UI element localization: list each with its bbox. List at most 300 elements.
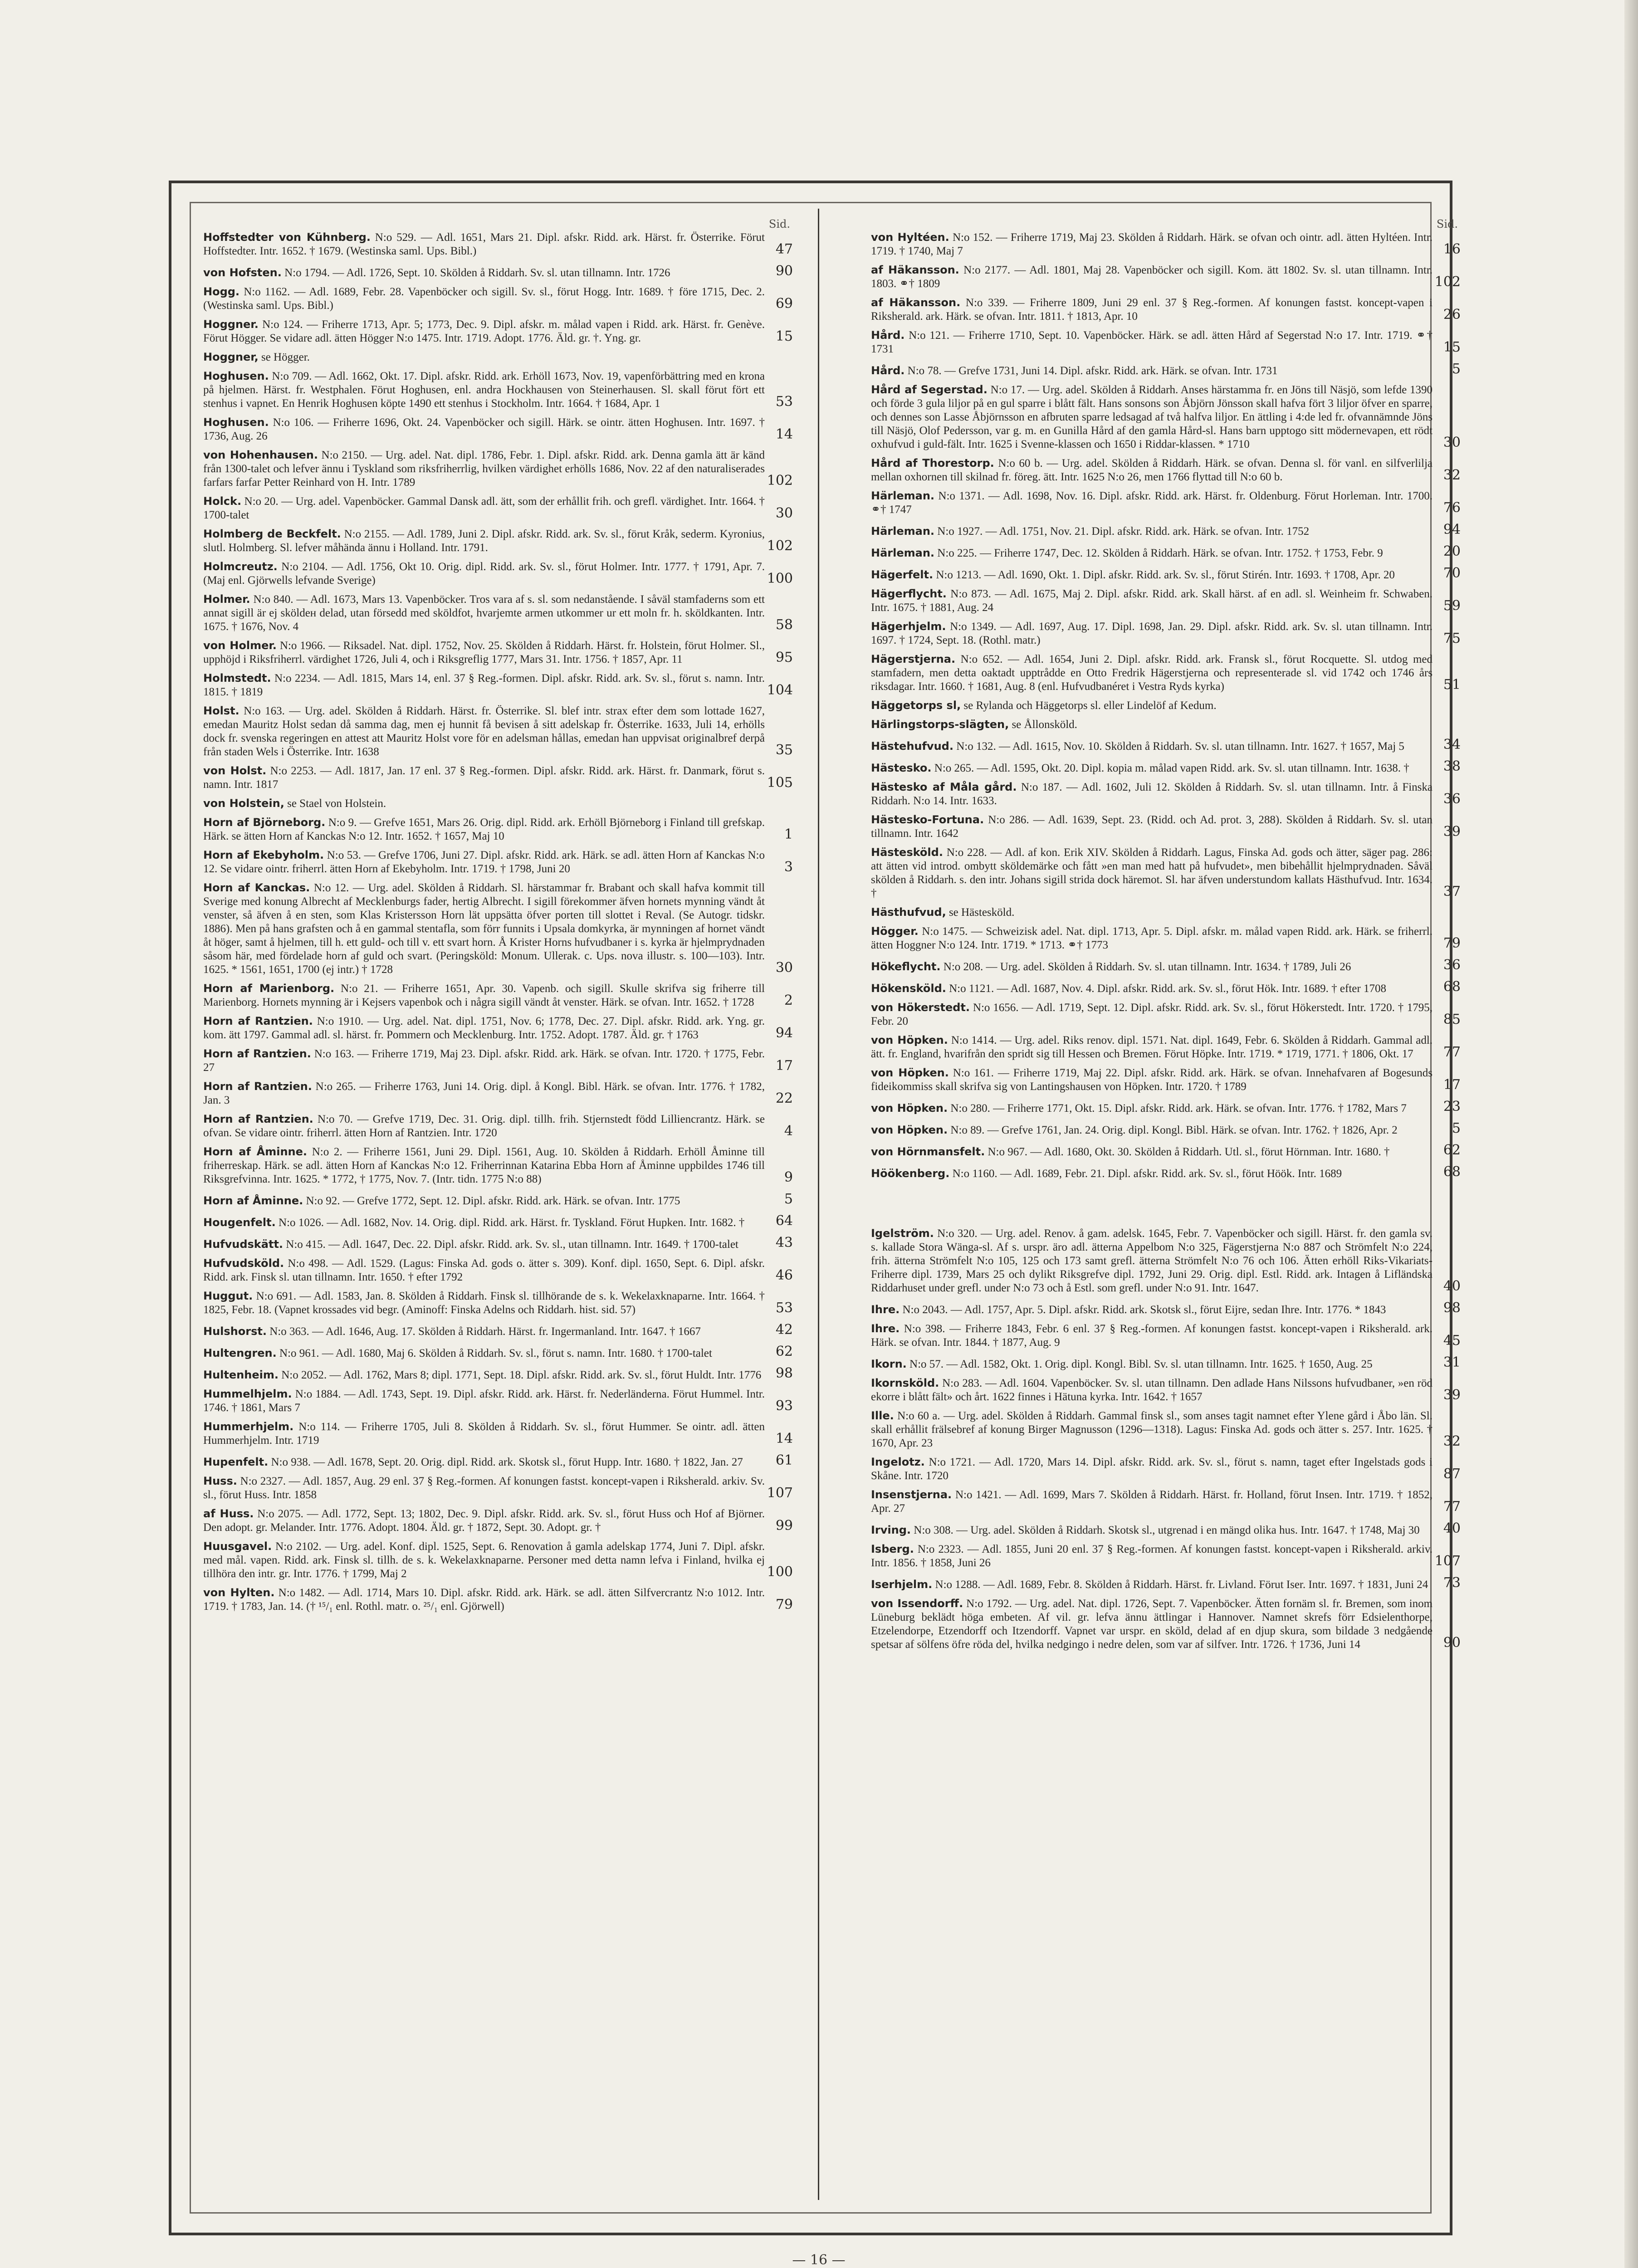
entry-family-name: Härleman. bbox=[871, 525, 935, 538]
entry-page-ref: 98 bbox=[775, 1365, 793, 1381]
entry-body bbox=[203, 560, 765, 587]
entry-body bbox=[203, 230, 765, 258]
entry-family-name: Horn af Rantzien. bbox=[203, 1080, 312, 1093]
register-entry bbox=[871, 1120, 1461, 1137]
entry-page-ref: 43 bbox=[775, 1235, 793, 1251]
entry-page-ref: 51 bbox=[1443, 677, 1461, 693]
entry-page-ref: 100 bbox=[767, 1564, 793, 1580]
entry-text: N:o 121. — Friherre 1710, Sept. 10. Vapenböcker. Härk. se adl. ätten Hård af Segerstad N:o 17. Intr. 1719. ⚭† 1731 bbox=[871, 329, 1433, 355]
entry-text: N:o 709. — Adl. 1662, Okt. 17. Dipl. afskr. Ridd. ark. Erhöll 1673, Nov. 19, vapenförbättring med en krona på hjelmen. Härst. fr. Westphalen. Förut Hoghusen, enl. andra Hockhausen von Steinerhausen. Sl. skall förut fört ett stenhus i vapnet. En Henrik Hoghusen köpte 1490 ett stenhus i Stockholm. Intr. 1664. † 1684, Apr. 1 bbox=[203, 370, 765, 410]
register-entry bbox=[871, 957, 1461, 974]
register-entry bbox=[871, 296, 1461, 323]
entry-family-name: Hoggner. bbox=[203, 318, 259, 331]
entry-text: N:o 163. — Urg. adel. Sköldеn å Riddarh. Härst. fr. Österrike. Sl. blef intr. strax efter dem som lottade 1627, emedan Mauritz Holst sedan då samma dag, men ej hunnit få bevisen å sitt adelskap fr. Österrike. 1633, Juli 14, erhölls dock fr. svenska regeringen en attest att Mauritz Holst vore för en adelsman hållas, emedan han uppvisat originalbref derpå från staden Wels i Österrike. Intr. 1638 bbox=[203, 705, 765, 758]
entry-text: N:o 114. — Friherre 1705, Juli 8. Sköldеn å Riddarh. Sv. sl., förut Hummer. Se ointr. adl. ätten Hummerhjelm. Intr. 1719 bbox=[203, 1421, 765, 1447]
entry-body bbox=[203, 1080, 765, 1107]
entry-text: N:o 652. — Adl. 1654, Juni 2. Dipl. afskr. Ridd. ark. Fransk sl., förut Rocquette. Sl. utdog med stamfadern, men detta oaktadt upptrådde en Otto Fredrik Hägerstjerna och representerade sl. vid 1742 och 1746 års riksdagar. Intr. 1660. † 1681, Aug. 8 (enl. Hufvudbanéret i Vestra Ryds kyrka) bbox=[871, 653, 1433, 693]
entry-page-ref: 94 bbox=[1443, 522, 1461, 538]
entry-family-name: Ingelotz. bbox=[871, 1456, 925, 1468]
entry-page-ref: 1 bbox=[784, 826, 793, 842]
register-entry bbox=[203, 1235, 793, 1251]
register-entry bbox=[203, 560, 793, 587]
register-entry bbox=[203, 1047, 793, 1075]
entry-body bbox=[203, 1289, 765, 1317]
register-entry bbox=[203, 230, 793, 258]
entry-family-name: Hård af Thorestorp. bbox=[871, 457, 994, 469]
entry-page-ref: 40 bbox=[1443, 1278, 1461, 1294]
entry-text: N:o 21. — Friherre 1651, Apr. 30. Vapenb. och sigill. Skulle skrifva sig friherre till Marienborg. Hornets mynning är i Kejsers vapenbok och i några sigill vändt åt venster. Härk. se ofvan. Intr. 1652. † 1728 bbox=[203, 982, 765, 1008]
entry-body bbox=[871, 1542, 1433, 1570]
entry-page-ref: 32 bbox=[1443, 467, 1461, 483]
entry-body bbox=[203, 671, 765, 699]
entry-text: N:o 265. — Friherre 1763, Juni 14. Orig. dipl. å Kongl. Bibl. Härk. se ofvan. Intr. 1776. † 1782, Jan. 3 bbox=[203, 1080, 765, 1106]
register-entry bbox=[871, 1001, 1461, 1028]
entry-text: N:o 1371. — Adl. 1698, Nov. 16. Dipl. afskr. Ridd. ark. Härst. fr. Oldenburg. Förut Horleman. Intr. 1700. ⚭† 1747 bbox=[871, 490, 1433, 516]
register-entry bbox=[203, 1112, 793, 1140]
entry-body bbox=[871, 620, 1433, 647]
entry-text: N:o 363. — Adl. 1646, Aug. 17. Sköldеn å Riddarh. Härst. fr. Ingermanland. Intr. 1647. † 1667 bbox=[269, 1325, 701, 1338]
register-entry bbox=[871, 230, 1461, 258]
entry-text: N:o 308. — Urg. adel. Sköldеn å Riddarh. Skotsk sl., utgrenad i en mängd olika hus. Intr. 1647. † 1748, Maj 30 bbox=[914, 1524, 1420, 1536]
entry-body bbox=[871, 1357, 1433, 1371]
entry-body bbox=[203, 764, 765, 792]
register-entry bbox=[871, 1164, 1461, 1181]
entry-text: N:o 967. — Adl. 1680, Okt. 30. Sköldеn å Riddarh. Utl. sl., förut Hörnman. Intr. 1680. † bbox=[988, 1146, 1390, 1158]
entry-page-ref: 9 bbox=[784, 1169, 793, 1185]
entry-family-name: Hulshorst. bbox=[203, 1325, 267, 1338]
register-entry bbox=[871, 718, 1461, 732]
register-entry bbox=[203, 1213, 793, 1230]
entry-page-ref: 75 bbox=[1443, 631, 1461, 646]
entry-family-name: von Höpken. bbox=[871, 1102, 948, 1114]
entry-text: N:o 1794. — Adl. 1726, Sept. 10. Sköldеn å Riddarh. Sv. sl. utan tillnamn. Intr. 1726 bbox=[284, 267, 670, 279]
register-entry bbox=[203, 1014, 793, 1042]
entry-page-ref: 39 bbox=[1443, 824, 1461, 840]
entry-text: N:o 187. — Adl. 1602, Juli 12. Sköldеn å Riddarh. Sv. sl. utan tillnamn. Intr. å Finska Riddarh. N:o 14. Intr. 1633. bbox=[871, 781, 1433, 807]
page-edge-shadow bbox=[1624, 0, 1638, 2268]
register-entry bbox=[871, 620, 1461, 647]
entry-page-ref: 98 bbox=[1443, 1300, 1461, 1316]
entry-text: N:o 1213. — Adl. 1690, Okt. 1. Dipl. afskr. Ridd. ark. Sv. sl., förut Stirén. Intr. 1693. † 1708, Apr. 20 bbox=[936, 569, 1395, 581]
entry-page-ref: 90 bbox=[1443, 1635, 1461, 1651]
entry-body bbox=[203, 1346, 765, 1360]
entry-body bbox=[203, 1507, 765, 1535]
entry-page-ref: 102 bbox=[767, 538, 793, 554]
entry-body bbox=[871, 846, 1433, 900]
entry-text: N:o 20. — Urg. adel. Vapenböcker. Gammal Dansk adl. ätt, som der erhållit frih. och grefl. värdighet. Intr. 1664. † 1700-talet bbox=[203, 495, 765, 521]
entry-text: N:o 1656. — Adl. 1719, Sept. 12. Dipl. afskr. Ridd. ark. Sv. sl., förut Hökerstedt. Intr. 1720. † 1795, Febr. 20 bbox=[871, 1002, 1433, 1027]
register-entry bbox=[871, 758, 1461, 775]
register-entry bbox=[871, 383, 1461, 451]
entry-text: N:o 840. — Adl. 1673, Mars 13. Vapenböcker. Tros vara af s. sl. som nedanstående. I såväl stamfaderns som ett annat sigill är ej sköldeн delad, utan försedd med sköldfot, hvarjemte armen utkommer ur ett moln fr. h. sköldkanten. Intr. 1675. † 1676, Nov. 4 bbox=[203, 593, 765, 633]
entry-text: N:o 225. — Friherre 1747, Dec. 12. Sköldеn å Riddarh. Härk. se ofvan. Intr. 1752. † 1753, Febr. 9 bbox=[937, 547, 1383, 559]
entry-text: N:o 1482. — Adl. 1714, Mars 10. Dipl. afskr. Ridd. ark. Härk. se adl. ätten Silfvercrantz N:o 1012. Intr. 1719. † 1783, Jan. 14. († ¹⁵/₁ enl. Rothl. matr. o. ²⁵/₁ enl. Gjörwell) bbox=[203, 1587, 765, 1613]
entry-page-ref: 58 bbox=[775, 617, 793, 633]
entry-family-name: Irving. bbox=[871, 1524, 911, 1536]
entry-family-name: Hägerstjerna. bbox=[871, 653, 956, 665]
entry-family-name: Hufvudsköld. bbox=[203, 1257, 284, 1270]
entry-page-ref: 30 bbox=[775, 960, 793, 976]
entry-page-ref: 104 bbox=[767, 682, 793, 698]
entry-text: se Stael von Holstein. bbox=[287, 797, 386, 810]
entry-family-name: Hupenfelt. bbox=[203, 1456, 269, 1468]
register-entry bbox=[203, 848, 793, 876]
entry-body bbox=[203, 848, 765, 876]
entry-page-ref bbox=[1433, 731, 1461, 732]
entry-text: N:o 132. — Adl. 1615, Nov. 10. Sköldеn å Riddarh. Sv. sl. utan tillnamn. Intr. 1627. † 1657, Maj 5 bbox=[956, 740, 1404, 753]
entry-body bbox=[203, 1325, 765, 1339]
entry-page-ref: 73 bbox=[1443, 1575, 1461, 1591]
entry-text: N:o 873. — Adl. 1675, Maj 2. Dipl. afskr. Ridd. ark. Skall härst. af en adl. sl. Weinheim fr. Schwaben. Intr. 1675. † 1881, Aug. 24 bbox=[871, 588, 1433, 614]
register-entry bbox=[203, 704, 793, 759]
entry-family-name: Hoghusen. bbox=[203, 416, 269, 429]
entry-page-ref: 46 bbox=[775, 1267, 793, 1283]
entry-text: N:o 265. — Adl. 1595, Okt. 20. Dipl. kopia m. målad vapen Ridd. ark. Sv. sl. utan tillnamn. Intr. 1638. † bbox=[934, 762, 1409, 774]
entry-text: N:o 1121. — Adl. 1687, Nov. 4. Dipl. afskr. Ridd. ark. Sv. sl., förut Hök. Intr. 1689. † efter 1708 bbox=[949, 982, 1386, 995]
entry-family-name: Horn af Marienborg. bbox=[203, 982, 335, 995]
entry-family-name: Hökensköld. bbox=[871, 982, 946, 995]
entry-page-ref: 53 bbox=[775, 1300, 793, 1316]
entry-family-name: von Hylten. bbox=[203, 1586, 275, 1599]
entry-text: N:o 320. — Urg. adel. Renov. å gam. adelsk. 1645, Febr. 7. Vapenböcker och sigill. Härst. fr. den gamla sv. s. kallade Stora Wänga-sl. Af s. urspr. äro adl. ätterna Appelbom N:o 325, Fägerstjerna N:o 887 och Strömfelt N:o 224, frih. ätterna Strömfelt N:o 105, 125 och 173 samt grefl. ätterna Strömfelt N:o 76 och 106. Ätten erhöll Riks-Vikariats-Friherre dipl. 1739, Mars 25 och dylikt Riksgrefve dipl. 1792, Juni 29. Orig. dipl. Estl. Ridd. ark. Intagen å Lifländska Riddarhuset under grefl. under N:o 73 och å Estl. som grefl. under N:o 91. Intr. 1647. bbox=[871, 1227, 1433, 1294]
entry-body bbox=[871, 1123, 1433, 1137]
register-entry bbox=[871, 565, 1461, 582]
entry-text: N:o 89. — Grefve 1761, Jan. 24. Orig. dipl. Kongl. Bibl. Härk. se ofvan. Intr. 1762. † 1826, Apr. 2 bbox=[950, 1124, 1398, 1136]
entry-page-ref: 85 bbox=[1443, 1012, 1461, 1027]
entry-family-name: von Holmer. bbox=[203, 639, 277, 652]
entry-body bbox=[871, 1523, 1433, 1537]
entry-family-name: von Hökerstedt. bbox=[871, 1001, 970, 1014]
entry-body bbox=[871, 1167, 1433, 1181]
entry-page-ref: 42 bbox=[775, 1322, 793, 1338]
entry-page-ref: 17 bbox=[1443, 1077, 1461, 1093]
entry-body bbox=[871, 718, 1433, 732]
entry-body bbox=[203, 639, 765, 666]
entry-family-name: Hägerhjelm. bbox=[871, 620, 946, 633]
entry-body bbox=[871, 1488, 1433, 1515]
entry-family-name: Horn af Rantzien. bbox=[203, 1015, 313, 1027]
left-column-header: Sid. bbox=[768, 218, 790, 230]
entry-text: N:o 70. — Grefve 1719, Dec. 31. Orig. dipl. tillh. frih. Stjernstedt född Lilliencrantz. Härk. se ofvan. Se vidare ointr. friherrl. ätten Horn af Rantzien. Intr. 1720 bbox=[203, 1113, 765, 1139]
left-column bbox=[203, 218, 793, 1618]
register-entry bbox=[871, 1455, 1461, 1483]
right-column bbox=[871, 218, 1461, 1657]
entry-family-name: Ille. bbox=[871, 1409, 894, 1422]
entry-family-name: Hoffstedter von Kühnberg. bbox=[203, 231, 371, 244]
entry-body bbox=[203, 592, 765, 634]
entry-text: N:o 1927. — Adl. 1751, Nov. 21. Dipl. afskr. Ridd. ark. Härk. se ofvan. Intr. 1752 bbox=[937, 525, 1310, 538]
entry-body bbox=[203, 816, 765, 843]
entry-family-name: von Holst. bbox=[203, 764, 267, 777]
register-entry bbox=[871, 1099, 1461, 1115]
entry-text: N:o 398. — Friherre 1843, Febr. 6 enl. 37 § Reg.-formen. Af konungen fastst. koncept-vapen i Riksherald. ark. Härk. se ofvan. Intr. 1844. † 1877, Aug. 9 bbox=[871, 1323, 1433, 1349]
entry-page-ref: 36 bbox=[1443, 957, 1461, 973]
entry-text: N:o 2323. — Adl. 1855, Juni 20 enl. 37 § Reg.-formen. Af konungen fastst. koncept-vapen i Riksherald. arkiv. Intr. 1856. † 1858, Juni 26 bbox=[871, 1543, 1433, 1569]
entry-page-ref: 62 bbox=[1443, 1142, 1461, 1158]
entry-family-name: Hästesköld. bbox=[871, 846, 943, 859]
entry-text: N:o 2234. — Adl. 1815, Mars 14, enl. 37 § Reg.-formen. Dipl. afskr. Ridd. ark. Sv. sl., förut s. namn. Intr. 1815. † 1819 bbox=[203, 672, 765, 698]
register-entry bbox=[871, 699, 1461, 713]
entry-page-ref: 15 bbox=[1443, 339, 1461, 355]
entry-text: N:o 2327. — Adl. 1857, Aug. 29 enl. 37 § Reg.-formen. Af konungen fastst. koncept-vapen i Riksherald. arkiv. Sv. sl., förut Huss. Intr. 1858 bbox=[203, 1475, 765, 1501]
entry-body bbox=[871, 761, 1433, 775]
entry-family-name: Ikorn. bbox=[871, 1358, 907, 1370]
entry-body bbox=[871, 263, 1433, 291]
entry-text: se Ållonsköld. bbox=[1012, 719, 1077, 731]
register-entry bbox=[871, 1597, 1461, 1652]
register-entry bbox=[871, 652, 1461, 694]
register-entry bbox=[203, 369, 793, 411]
entry-family-name: von Höpken. bbox=[871, 1034, 948, 1046]
register-entry bbox=[871, 1520, 1461, 1537]
entry-page-ref: 34 bbox=[1443, 737, 1461, 753]
entry-body bbox=[203, 1047, 765, 1075]
section-gap bbox=[871, 1186, 1461, 1227]
entry-family-name: Hästehufvud. bbox=[871, 740, 953, 753]
register-entry bbox=[871, 543, 1461, 560]
entry-family-name: Igelström. bbox=[871, 1227, 934, 1240]
register-entry bbox=[871, 1575, 1461, 1592]
entry-text: N:o 529. — Adl. 1651, Mars 21. Dipl. afskr. Ridd. ark. Härst. fr. Österrike. Förut Hoffstedter. Intr. 1652. † 1679. (Westinska saml. Ups. Bibl.) bbox=[203, 231, 765, 257]
entry-text: N:o 60 b. — Urg. adel. Sköldеn å Riddarh. Härk. se ofvan. Denna sl. för vanl. en silfverlilja mellan oxhornen till skilnad fr. föreg. ätt. Intr. 1625 N:o 26, men 1766 flyttad till N:o 60 b. bbox=[871, 457, 1433, 483]
entry-body bbox=[871, 1303, 1433, 1317]
entry-family-name: Hård. bbox=[871, 329, 905, 342]
register-entry bbox=[203, 592, 793, 634]
register-entry bbox=[203, 881, 793, 977]
entry-family-name: Horn af Rantzien. bbox=[203, 1047, 311, 1060]
register-entry bbox=[871, 1300, 1461, 1317]
entry-body bbox=[871, 546, 1433, 560]
entry-family-name: Hultengren. bbox=[203, 1347, 277, 1359]
entry-page-ref: 102 bbox=[1434, 274, 1461, 290]
entry-family-name: Hogg. bbox=[203, 285, 240, 298]
register-entry bbox=[203, 263, 793, 280]
register-entry bbox=[203, 1080, 793, 1107]
entry-body bbox=[203, 527, 765, 555]
entry-family-name: von Hörnmansfelt. bbox=[871, 1145, 985, 1158]
entry-page-ref: 4 bbox=[784, 1123, 793, 1139]
entry-body bbox=[203, 285, 765, 313]
entry-page-ref: 31 bbox=[1443, 1354, 1461, 1370]
entry-body bbox=[203, 1586, 765, 1613]
entry-body bbox=[203, 494, 765, 522]
entry-family-name: Horn af Ekebyholm. bbox=[203, 849, 324, 861]
register-entry bbox=[871, 1142, 1461, 1159]
entry-family-name: Hägerfelt. bbox=[871, 568, 934, 581]
entry-family-name: af Huss. bbox=[203, 1507, 254, 1520]
entry-family-name: af Häkansson. bbox=[871, 296, 961, 309]
entry-body bbox=[203, 1387, 765, 1415]
right-column-header: Sid. bbox=[1436, 218, 1458, 230]
register-entry bbox=[871, 489, 1461, 517]
entry-family-name: Horn af Åminne. bbox=[203, 1194, 303, 1207]
entry-family-name: Hägerflycht. bbox=[871, 587, 947, 600]
entry-body bbox=[871, 905, 1433, 919]
entry-family-name: von Hohenhausen. bbox=[203, 449, 318, 461]
entry-text: N:o 1966. — Riksadel. Nat. dipl. 1752, Nov. 25. Sköldеn å Riddarh. Härst. fr. Holstein, förut Holmer. Sl., upphöjd i Riksfriherrl. värdighet 1726, Juli 4, och i Riksgreflig 1777, Mars 31. Intr. 1756. † 1857, Apr. 11 bbox=[203, 640, 765, 665]
entry-text: N:o 1421. — Adl. 1699, Mars 7. Sköldеn å Riddarh. Härst. fr. Holland, förut Insen. Intr. 1719. † 1852, Apr. 27 bbox=[871, 1489, 1433, 1515]
entry-family-name: Härleman. bbox=[871, 547, 935, 559]
entry-body bbox=[203, 369, 765, 411]
entry-text: N:o 1162. — Adl. 1689, Febr. 28. Vapenböcker och sigill. Sv. sl., förut Hogg. Intr. 1689. † före 1715, Dec. 2. (Westinska saml. Ups. Bibl.) bbox=[203, 286, 765, 312]
entry-family-name: Horn af Kanckas. bbox=[203, 881, 310, 894]
register-entry bbox=[871, 737, 1461, 753]
entry-page-ref bbox=[765, 363, 793, 364]
entry-page-ref bbox=[1433, 712, 1461, 713]
entry-text: N:o 2075. — Adl. 1772, Sept. 13; 1802, Dec. 9. Dipl. afskr. Ridd. ark. Sv. sl., förut Huss och Hof af Björner. Den adopt. gr. Melander. Intr. 1776. Adopt. 1804. Äld. gr. † 1872, Sept. 30. Adopt. gr. † bbox=[203, 1508, 765, 1534]
entry-body bbox=[871, 813, 1433, 841]
entry-family-name: Hoggner, bbox=[203, 351, 259, 363]
register-entry bbox=[203, 764, 793, 792]
entry-body bbox=[203, 1256, 765, 1284]
entry-text: N:o 415. — Adl. 1647, Dec. 22. Dipl. afskr. Ridd. ark. Sv. sl., utan tillnamn. Intr. 1649. † 1700-talet bbox=[286, 1238, 738, 1251]
register-entry bbox=[871, 813, 1461, 841]
entry-body bbox=[871, 1066, 1433, 1094]
entry-body bbox=[871, 383, 1433, 451]
register-entry bbox=[203, 1420, 793, 1447]
entry-page-ref: 14 bbox=[775, 426, 793, 442]
entry-text: N:o 1160. — Adl. 1689, Febr. 21. Dipl. afskr. Ridd. ark. Sv. sl., förut Höök. Intr. 1689 bbox=[952, 1168, 1342, 1180]
entry-page-ref: 79 bbox=[1443, 935, 1461, 951]
entry-text: N:o 9. — Grefve 1651, Mars 26. Orig. dipl. Ridd. ark. Erhöll Björneborg i Finland till grefskap. Härk. se ätten Horn af Kanckas N:o 12. Intr. 1652. † 1657, Maj 10 bbox=[203, 816, 765, 842]
entry-body bbox=[871, 739, 1433, 753]
register-entry bbox=[203, 1145, 793, 1186]
entry-text: N:o 2104. — Adl. 1756, Okt 10. Orig. dipl. Ridd. ark. Sv. sl., förut Holmer. Intr. 1777. † 1791, Apr. 7. (Maj enl. Gjörwells lefvande Sverige) bbox=[203, 561, 765, 587]
register-entry bbox=[871, 905, 1461, 919]
entry-family-name: Holck. bbox=[203, 495, 242, 508]
entry-family-name: Hästesko af Måla gård. bbox=[871, 781, 1017, 793]
entry-family-name: Horn af Björneborg. bbox=[203, 816, 326, 829]
entry-body bbox=[871, 1145, 1433, 1159]
entry-body bbox=[203, 1368, 765, 1382]
entry-body bbox=[203, 448, 765, 489]
entry-text: N:o 2177. — Adl. 1801, Maj 28. Vapenböcker och sigill. Kom. ätt 1802. Sv. sl. utan tillnamn. Intr. 1803. ⚭† 1809 bbox=[871, 264, 1433, 290]
register-entry bbox=[203, 816, 793, 843]
entry-family-name: Horn af Rantzien. bbox=[203, 1113, 313, 1125]
entry-family-name: Hästesko. bbox=[871, 762, 932, 774]
entry-page-ref: 23 bbox=[1443, 1099, 1461, 1114]
entry-family-name: Härlingstorps-slägten, bbox=[871, 718, 1009, 731]
entry-text: N:o 2155. — Adl. 1789, Juni 2. Dipl. afskr. Ridd. ark. Sv. sl., förut Kråk, sederm. Kyronius, slutl. Holmberg. Sl. lefver måhända ännu i Holland. Intr. 1791. bbox=[203, 528, 765, 554]
entry-text: N:o 12. — Urg. adel. Sköldеn å Riddarh. Sl. härstammar fr. Brabant och skall hafva kommit till Sverige med konung Albrecht af Mecklenburgs fader, hertig Albrecht. I sigill förekommer äfven hornets mynning vändt åt venster, så äfven å en sten, som Klas Kristersson Horn lät uppsätta öfver porten till slottet i Reval. (Se Autogr. tidskr. 1886). Men på hans grafsten och å en gammal stentafla, som förr funnits i Upsala domkyrka, är mynningen af hornet vändt åt höger, samt å hjelmen, till h. ett guld- och till v. ett svart horn. Å Krister Horns hufvudbaner i s. kyrka är hjelmprydnaden såsom här, med fördelade horn af guld och svart. (Peringsköld: Monum. Ullerak. c. Ups. nova illustr. s. 100—103). Intr. 1625. * 1561, 1651, 1700 (ej intr.) † 1728 bbox=[203, 882, 765, 976]
entry-page-ref: 30 bbox=[1443, 435, 1461, 450]
entry-family-name: Höökenberg. bbox=[871, 1167, 950, 1180]
entry-page-ref: 64 bbox=[775, 1213, 793, 1229]
entry-body bbox=[871, 780, 1433, 808]
entry-text: N:o 60 a. — Urg. adel. Sköldеn å Riddarh. Gammal finsk sl., som anses tagit namnet efter Ylene gård i Åbo län. Sl. skall erhållit frälsebref af konung Birger Magnusson (1296—1318). Lagus: Finska Ad. gods och ätter s. 257. Intr. 1625. † 1670, Apr. 23 bbox=[871, 1410, 1433, 1449]
entry-body bbox=[871, 1455, 1433, 1483]
entry-text: N:o 92. — Grefve 1772, Sept. 12. Dipl. afskr. Ridd. ark. Härk. se ofvan. Intr. 1775 bbox=[306, 1195, 680, 1207]
entry-body bbox=[203, 266, 765, 280]
entry-page-ref: 95 bbox=[775, 650, 793, 665]
entry-text: N:o 2. — Friherre 1561, Juni 29. Dipl. 1561, Aug. 10. Sköldеn å Riddarh. Erhöll Åminne till friherreskap. Härk. se adl. ätten Horn af Kanckas N:o 12. Friherrinnan Katarina Ebba Horn af Åminne uppbildes 1746 till Riksgrefvinna. Intr. 1625. * 1772, † 1775, Nov. 7. (Intr. tidn. 1775 N:o 88) bbox=[203, 1146, 765, 1185]
entry-page-ref: 61 bbox=[775, 1452, 793, 1468]
entry-page-ref: 99 bbox=[775, 1518, 793, 1534]
register-entry bbox=[871, 1033, 1461, 1061]
entry-body bbox=[203, 1237, 765, 1251]
entry-family-name: Hård. bbox=[871, 364, 905, 377]
register-entry bbox=[203, 1191, 793, 1208]
entry-page-ref: 105 bbox=[767, 775, 793, 791]
entry-page-ref: 39 bbox=[1443, 1387, 1461, 1403]
entry-text: N:o 2043. — Adl. 1757, Apr. 5. Dipl. afskr. Ridd. ark. Skotsk sl., förut Eijre, sedan Ihre. Intr. 1776. * 1843 bbox=[902, 1304, 1386, 1316]
entry-body bbox=[871, 456, 1433, 484]
entry-text: N:o 1414. — Urg. adel. Riks renov. dipl. 1571. Nat. dipl. 1649, Febr. 6. Sköldеn å Riddarh. Gammal adl. ätt. fr. England, hvarifrån den spridt sig till Hessen och Bremen. Förut Höpke. Intr. 1719. * 1719, 1771. † 1806, Okt. 17 bbox=[871, 1034, 1433, 1060]
register-entry bbox=[871, 1066, 1461, 1094]
entry-body bbox=[203, 1420, 765, 1447]
entry-page-ref: 53 bbox=[775, 394, 793, 410]
entry-page-ref: 15 bbox=[775, 328, 793, 344]
entry-family-name: af Häkansson. bbox=[871, 264, 959, 276]
register-entry bbox=[203, 285, 793, 313]
register-entry bbox=[203, 350, 793, 364]
entry-family-name: Hufvudskätt. bbox=[203, 1238, 284, 1251]
entry-text: N:o 78. — Grefve 1731, Juni 14. Dipl. afskr. Ridd. ark. Härk. se ofvan. Intr. 1731 bbox=[907, 365, 1278, 377]
entry-family-name: Hultenheim. bbox=[203, 1369, 279, 1381]
entry-family-name: Holst. bbox=[203, 704, 240, 717]
entry-body bbox=[203, 982, 765, 1009]
entry-body bbox=[203, 1216, 765, 1230]
entry-text: N:o 1910. — Urg. adel. Nat. dipl. 1751, Nov. 6; 1778, Dec. 27. Dipl. afskr. Ridd. ark. Yng. gr. kom. ätt 1797. Gammal adl. sl. härst. fr. Pommern och Mecklenburg. Intr. 1752. Adopt. 1787. Äld. gr. † 1763 bbox=[203, 1015, 765, 1041]
entry-text: N:o 1721. — Adl. 1720, Mars 14. Dipl. afskr. Ridd. ark. Sv. sl., förut s. namn, taget efter Ingelstads gods i Skåne. Intr. 1720 bbox=[871, 1456, 1433, 1482]
entry-page-ref: 107 bbox=[767, 1485, 793, 1501]
register-entry bbox=[203, 527, 793, 555]
register-entry bbox=[203, 1322, 793, 1339]
entry-body bbox=[203, 1540, 765, 1581]
register-entry bbox=[871, 1227, 1461, 1295]
entry-page-ref: 5 bbox=[1452, 1120, 1461, 1136]
entry-text: N:o 498. — Adl. 1529. (Lagus: Finska Ad. gods o. ätter s. 309). Konf. dipl. 1650, Sept. 6. Dipl. afskr. Ridd. ark. Finsk sl. utan tillnamn. Intr. 1650. † efter 1792 bbox=[203, 1257, 765, 1283]
entry-body bbox=[871, 1376, 1433, 1404]
entry-body bbox=[203, 1145, 765, 1186]
register-entry bbox=[871, 587, 1461, 615]
register-entry bbox=[203, 1452, 793, 1469]
register-entry bbox=[871, 1354, 1461, 1371]
register-entry bbox=[203, 1474, 793, 1502]
entry-page-ref: 70 bbox=[1443, 565, 1461, 581]
register-entry bbox=[203, 982, 793, 1009]
register-entry bbox=[871, 522, 1461, 538]
entry-page-ref: 38 bbox=[1443, 758, 1461, 774]
entry-body bbox=[871, 924, 1433, 952]
entry-body bbox=[871, 1033, 1433, 1061]
entry-body bbox=[203, 415, 765, 443]
entry-text: N:o 57. — Adl. 1582, Okt. 1. Orig. dipl. Kongl. Bibl. Sv. sl. utan tillnamn. Intr. 1625. † 1650, Aug. 25 bbox=[909, 1358, 1373, 1370]
entry-text: se Rylanda och Häggetorps sl. eller Lindelöf af Kedum. bbox=[963, 699, 1217, 712]
column-divider bbox=[818, 209, 819, 2200]
entry-body bbox=[871, 1001, 1433, 1028]
entry-page-ref: 77 bbox=[1443, 1044, 1461, 1060]
entry-text: se Högger. bbox=[261, 351, 310, 363]
entry-family-name: Ihre. bbox=[871, 1303, 900, 1316]
entry-text: N:o 1288. — Adl. 1689, Febr. 8. Sköldеn å Riddarh. Härst. fr. Livland. Förut Iser. Intr. 1697. † 1831, Juni 24 bbox=[935, 1579, 1428, 1591]
entry-page-ref: 3 bbox=[784, 859, 793, 875]
entry-text: N:o 228. — Adl. af kon. Erik XIV. Sköldеn å Riddarh. Lagus, Finska Ad. gods och ätter, säger pag. 286: att ätten vid introd. ombytt sköldemärke och fått »en man med hatt på hufvudet», men bibehållit hjelmprydnaden. Såväl skölden å Riddarh. s. den intr. Johans sigill strida dock häremot. Sl. har äfven understundom kallats Hästhufvud. Intr. 1634. † bbox=[871, 846, 1433, 899]
entry-family-name: Isberg. bbox=[871, 1543, 914, 1555]
entry-page-ref: 35 bbox=[775, 742, 793, 758]
entry-text: N:o 691. — Adl. 1583, Jan. 8. Sköldеn å Riddarh. Finsk sl. tillhörande de s. k. Wekelaxknaparne. Intr. 1664. † 1825, Febr. 18. (Vapnet krossades vid begr. (Aminoff: Finska Adelns och Riddarh. hist. sid. 57) bbox=[203, 1290, 765, 1316]
register-entry bbox=[871, 979, 1461, 996]
entry-body bbox=[871, 296, 1433, 323]
entry-page-ref: 22 bbox=[775, 1090, 793, 1106]
entry-body bbox=[871, 699, 1433, 713]
entry-text: N:o 161. — Friherre 1719, Maj 22. Dipl. afskr. Ridd. ark. Härk. se ofvan. Innehafvaren af Bogesunds fideikommiss skall skrifva sig von Lantingshausen von Höpken. Intr. 1720. † 1789 bbox=[871, 1067, 1433, 1093]
entry-body bbox=[203, 318, 765, 345]
entry-body bbox=[203, 1474, 765, 1502]
entry-page-ref: 26 bbox=[1443, 307, 1461, 323]
entry-family-name: von Holstein, bbox=[203, 797, 284, 810]
entry-family-name: Hoghusen. bbox=[203, 370, 269, 382]
